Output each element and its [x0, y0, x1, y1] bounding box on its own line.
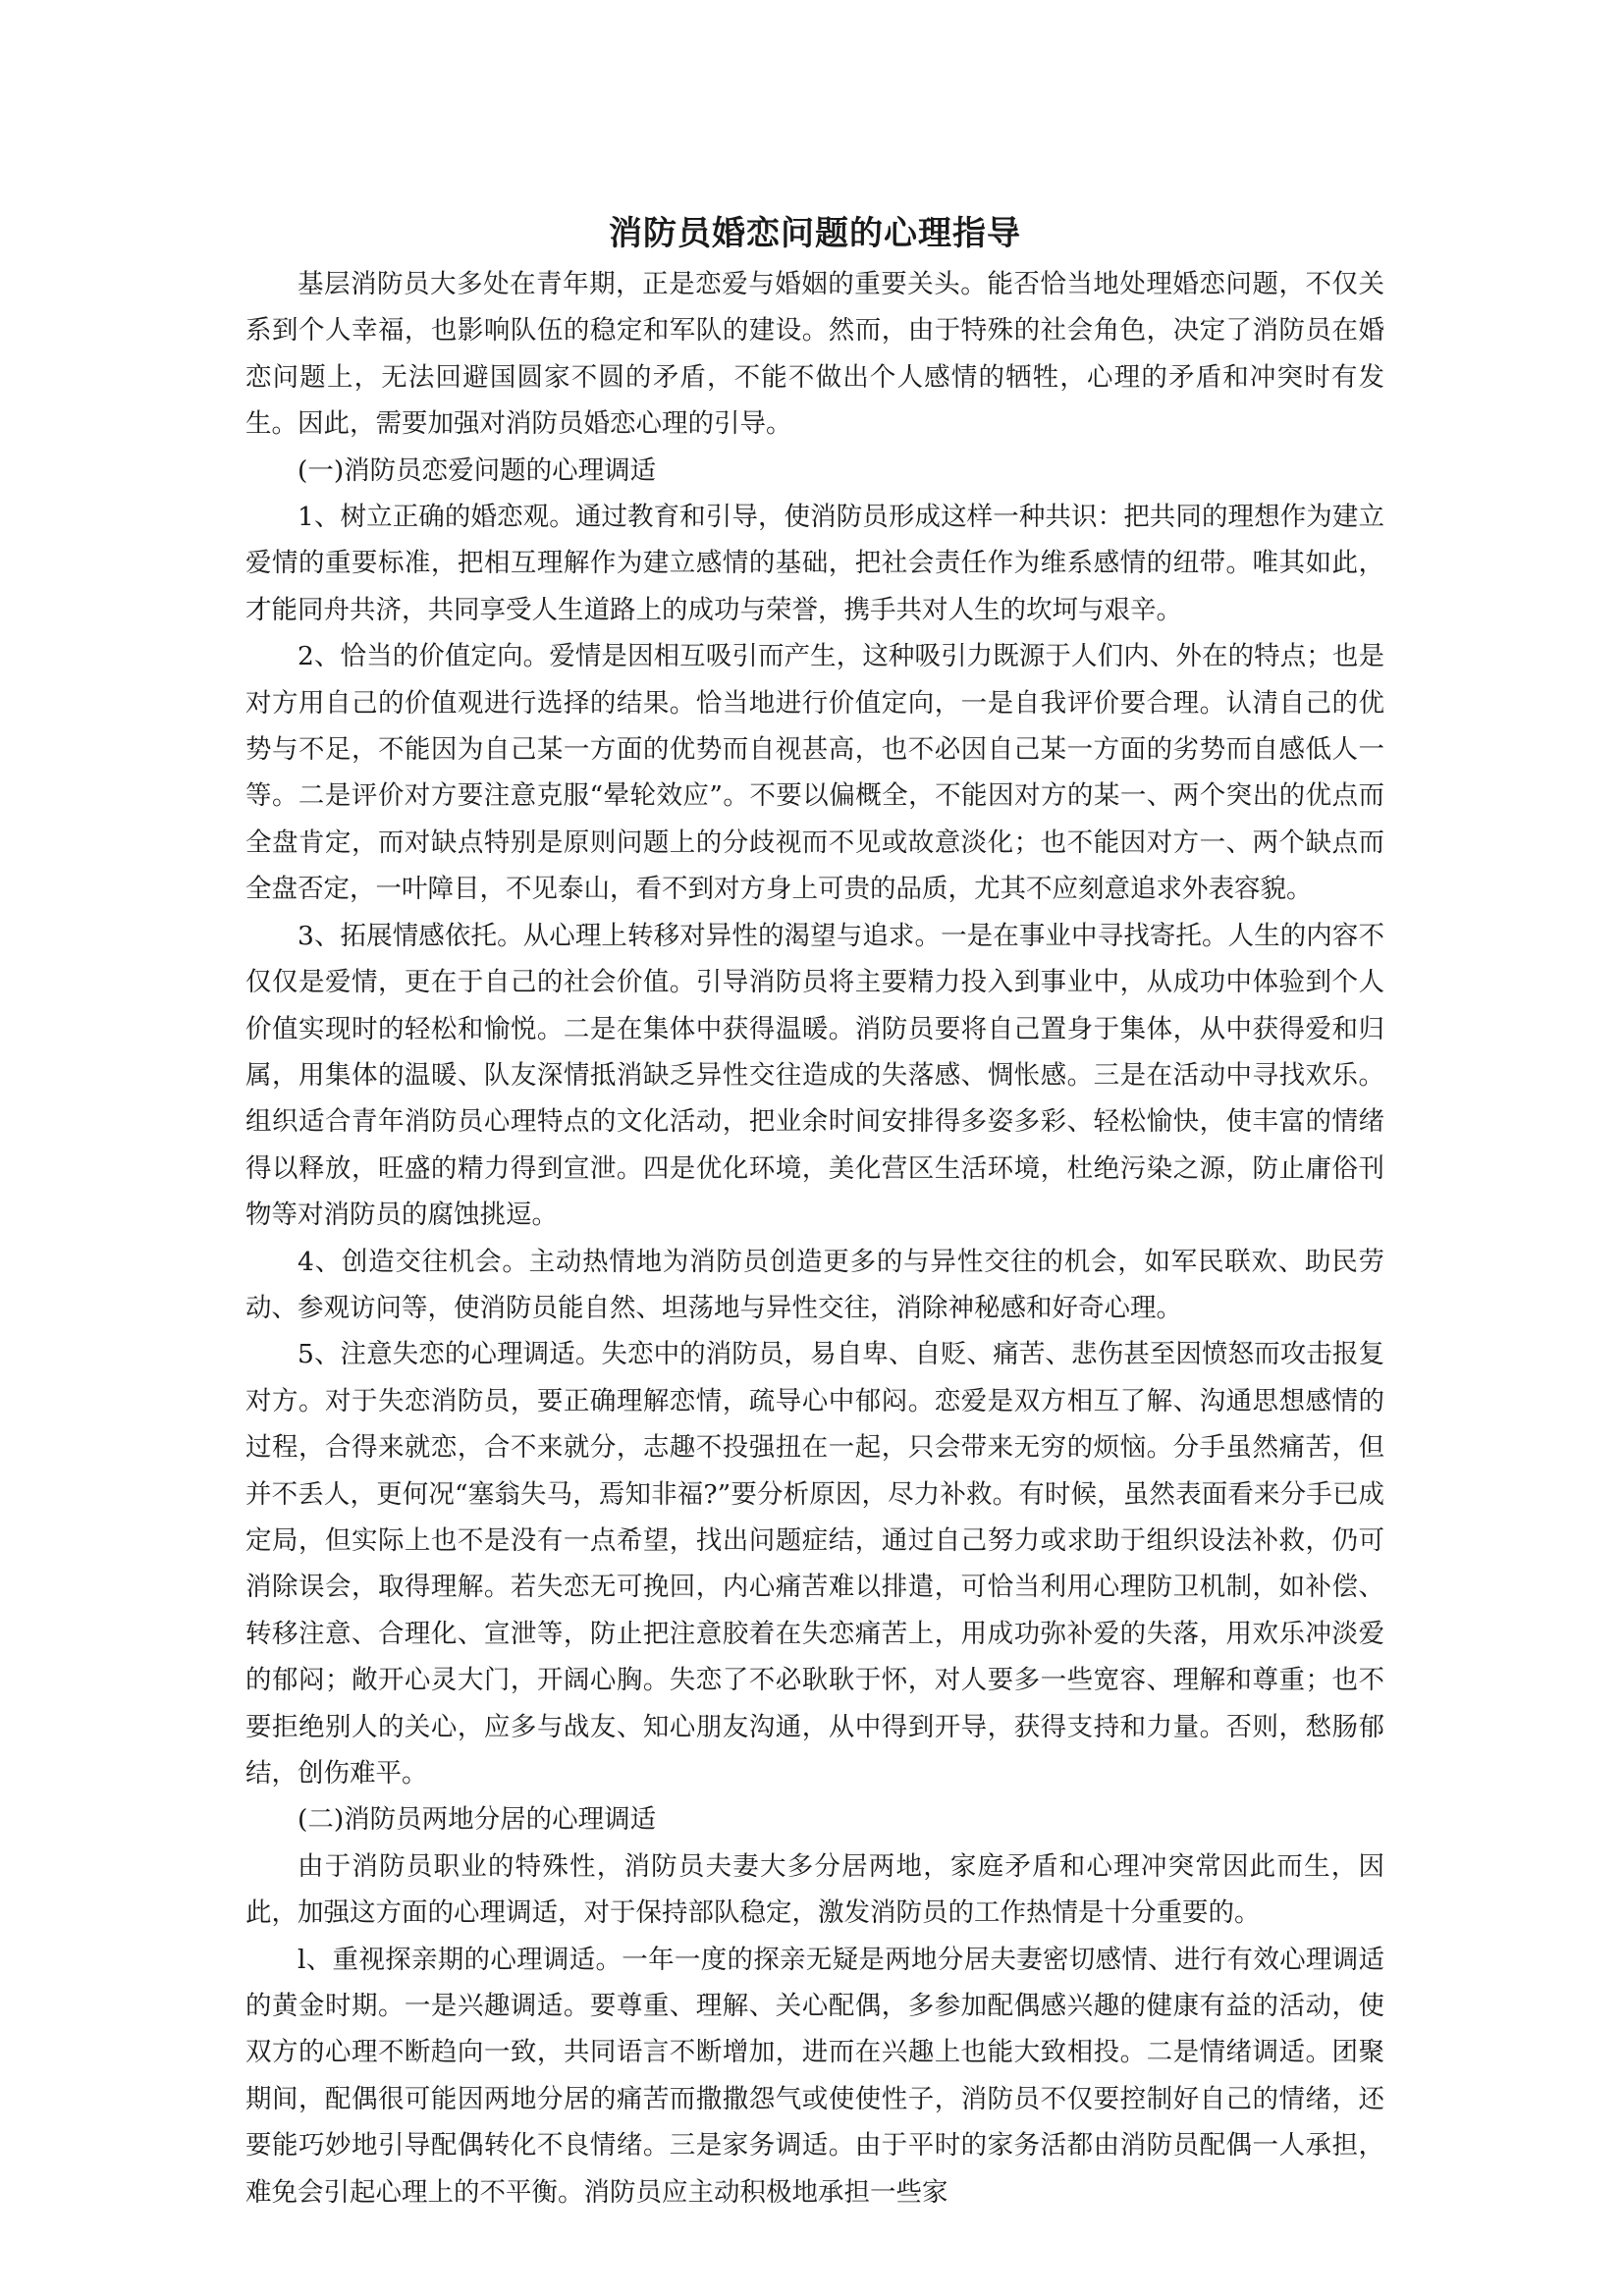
- paragraph-1-2: 2、恰当的价值定向。爱情是因相互吸引而产生，这种吸引力既源于人们内、外在的特点；也是对方用自己的价值观进行选择的结果。恰当地进行价值定向，一是自我评价要合理。认清自己的优势与不足，不能因为自己某一方面的优势而自视甚高，也不必因自己某一方面的劣势而自感低人一等。二是评价对方要注意克服“晕轮效应”。不要以偏概全，不能因对方的某一、两个突出的优点而全盘肯定，而对缺点特别是原则问题上的分歧视而不见或故意淡化；也不能因对方一、两个缺点而全盘否定，一叶障目，不见泰山，看不到对方身上可贵的品质，尤其不应刻意追求外表容貌。: [245, 641, 1384, 905]
- intro-paragraph: 基层消防员大多处在青年期，正是恋爱与婚姻的重要关头。能否恰当地处理婚恋问题，不仅关系到个人幸福，也影响队伍的稳定和军队的建设。然而，由于特殊的社会角色，决定了消防员在婚恋问题上，无法回避国圆家不圆的矛盾，不能不做出个人感情的牺牲，心理的矛盾和冲突时有发生。因此，需要加强对消防员婚恋心理的引导。: [245, 269, 1384, 440]
- paragraph-1-1: 1、树立正确的婚恋观。通过教育和引导，使消防员形成这样一种共识：把共同的理想作为建立爱情的重要标准，把相互理解作为建立感情的基础，把社会责任作为维系感情的纽带。唯其如此，才能同舟共济，共同享受人生道路上的成功与荣誉，携手共对人生的坎坷与艰辛。: [245, 502, 1384, 625]
- paragraph-2-1: l、重视探亲期的心理调适。一年一度的探亲无疑是两地分居夫妻密切感情、进行有效心理调适的黄金时期。一是兴趣调适。要尊重、理解、关心配偶，多参加配偶感兴趣的健康有益的活动，使双方的心理不断趋向一致，共同语言不断增加，进而在兴趣上也能大致相投。二是情绪调适。团聚期间，配偶很可能因两地分居的痛苦而撒撒怨气或使使性子，消防员不仅要控制好自己的情绪，还要能巧妙地引导配偶转化不良情绪。三是家务调适。由于平时的家务活都由消防员配偶一人承担，难免会引起心理上的不平衡。消防员应主动积极地承担一些家: [245, 1944, 1384, 2208]
- paragraph-1-3: 3、拓展情感依托。从心理上转移对异性的渴望与追求。一是在事业中寻找寄托。人生的内容不仅仅是爱情，更在于自己的社会价值。引导消防员将主要精力投入到事业中，从成功中体验到个人价值实现时的轻松和愉悦。二是在集体中获得温暖。消防员要将自己置身于集体，从中获得爱和归属，用集体的温暖、队友深情抵消缺乏异性交往造成的失落感、惆怅感。三是在活动中寻找欢乐。组织适合青年消防员心理特点的文化活动，把业余时间安排得多姿多彩、轻松愉快，使丰富的情绪得以释放，旺盛的精力得到宣泄。四是优化环境，美化营区生活环境，杜绝污染之源，防止庸俗刊物等对消防员的腐蚀挑逗。: [245, 920, 1384, 1231]
- section-heading-2: (二)消防员两地分居的心理调适: [298, 1804, 657, 1836]
- section-heading-1: (一)消防员恋爱问题的心理调适: [298, 454, 657, 486]
- document-title: 消防员婚恋问题的心理指导: [609, 214, 1021, 253]
- paragraph-2-intro: 由于消防员职业的特殊性，消防员夫妻大多分居两地，家庭矛盾和心理冲突常因此而生，因此，加强这方面的心理调适，对于保持部队稳定，激发消防员的工作热情是十分重要的。: [245, 1850, 1384, 1929]
- document-page: [245, 208, 1384, 2216]
- paragraph-1-4: 4、创造交往机会。主动热情地为消防员创造更多的与异性交往的机会，如军民联欢、助民劳动、参观访问等，使消防员能自然、坦荡地与异性交往，消除神秘感和好奇心理。: [245, 1246, 1384, 1323]
- paragraph-1-5: 5、注意失恋的心理调适。失恋中的消防员，易自卑、自贬、痛苦、悲伤甚至因愤怒而攻击报复对方。对于失恋消防员，要正确理解恋情，疏导心中郁闷。恋爱是双方相互了解、沟通思想感情的过程，合得来就恋，合不来就分，志趣不投强扭在一起，只会带来无穷的烦恼。分手虽然痛苦，但并不丢人，更何况“塞翁失马，焉知非福?”要分析原因，尽力补救。有时候，虽然表面看来分手已成定局，但实际上也不是没有一点希望，找出问题症结，通过自己努力或求助于组织设法补救，仍可消除误会，取得理解。若失恋无可挽回，内心痛苦难以排遣，可恰当利用心理防卫机制，如补偿、转移注意、合理化、宣泄等，防止把注意胶着在失恋痛苦上，用成功弥补爱的失落，用欢乐冲淡爱的郁闷；敞开心灵大门，开阔心胸。失恋了不必耿耿于怀，对人要多一些宽容、理解和尊重；也不要拒绝别人的关心，应多与战友、知心朋友沟通，从中得到开导，获得支持和力量。否则，愁肠郁结，创伤难平。: [245, 1339, 1384, 1789]
